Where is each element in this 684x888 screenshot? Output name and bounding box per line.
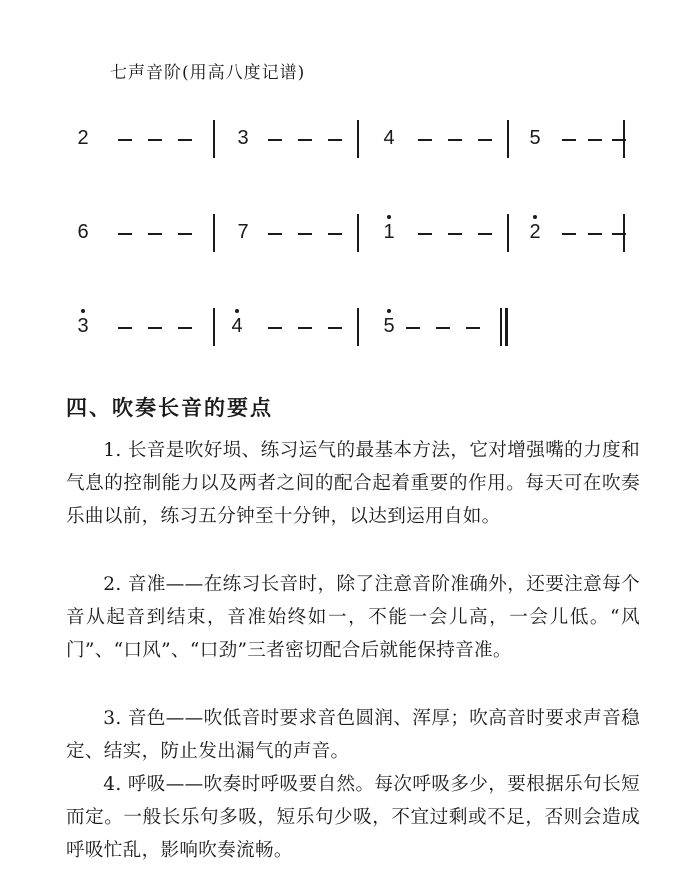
dash — [418, 139, 432, 141]
note: 7 — [237, 221, 249, 243]
dash — [328, 139, 342, 141]
octave-dot — [235, 309, 239, 313]
dash — [328, 327, 342, 329]
dash — [178, 139, 192, 141]
dash — [562, 139, 576, 141]
dash — [448, 139, 462, 141]
dash — [406, 327, 420, 329]
dash — [418, 233, 432, 235]
octave-dot — [387, 309, 391, 313]
dash — [562, 233, 576, 235]
note-high: 2 — [528, 220, 542, 244]
dash — [178, 233, 192, 235]
final-barline — [500, 308, 508, 346]
dash — [178, 327, 192, 329]
dash — [588, 139, 602, 141]
dash — [298, 139, 312, 141]
dash — [148, 327, 162, 329]
dash — [298, 233, 312, 235]
barline — [623, 214, 625, 252]
score-row-1 — [0, 126, 684, 186]
dash — [466, 327, 480, 329]
note-high: 5 — [382, 314, 396, 338]
dash — [118, 327, 132, 329]
dash — [478, 233, 492, 235]
barline — [357, 214, 359, 252]
note: 3 — [237, 127, 249, 149]
score-row-3 — [0, 314, 684, 374]
score-title: 七声音阶(用高八度记谱) — [110, 63, 306, 83]
octave-dot — [533, 215, 537, 219]
barline — [357, 308, 359, 346]
dash — [148, 139, 162, 141]
dash — [478, 139, 492, 141]
dash — [328, 233, 342, 235]
dash — [118, 233, 132, 235]
barline — [357, 120, 359, 158]
dash — [268, 327, 282, 329]
dash — [268, 139, 282, 141]
paragraph: 1. 长音是吹好埙、练习运气的最基本方法，它对增强嘴的力度和气息的控制能力以及两者之间的配合起着重要的作用。每天可在吹奏乐曲以前，练习五分钟至十分钟，以达到运用自如。 — [66, 440, 640, 527]
note: 2 — [77, 127, 89, 149]
barline — [623, 120, 625, 158]
section-heading: 四、吹奏长音的要点 — [66, 395, 273, 420]
note-high: 3 — [76, 314, 90, 338]
dash — [436, 327, 450, 329]
barline — [213, 120, 215, 158]
note: 5 — [529, 127, 541, 149]
score-row-2 — [0, 220, 684, 280]
dash — [118, 139, 132, 141]
paragraph: 2. 音准——在练习长音时，除了注意音阶准确外，还要注意每个音从起音到结束，音准始终如一，不能一会儿高，一会儿低。“风门”、“口风”、“口劲”三者密切配合后就能保持音准。 — [66, 574, 640, 661]
note-high: 4 — [230, 314, 244, 338]
dash — [448, 233, 462, 235]
paragraph: 4. 呼吸——吹奏时呼吸要自然。每次呼吸多少，要根据乐句长短而定。一般长乐句多吸，短乐句少吸，不宜过剩或不足，否则会造成呼吸忙乱，影响吹奏流畅。 — [66, 774, 640, 861]
octave-dot — [387, 215, 391, 219]
barline — [507, 214, 509, 252]
octave-dot — [81, 309, 85, 313]
barline — [213, 214, 215, 252]
barline — [507, 120, 509, 158]
paragraph: 3. 音色——吹低音时要求音色圆润、浑厚；吹高音时要求声音稳定、结实，防止发出漏气的声音。 — [66, 708, 640, 762]
dash — [588, 233, 602, 235]
note-high: 1 — [382, 220, 396, 244]
dash — [148, 233, 162, 235]
barline — [213, 308, 215, 346]
note: 6 — [77, 221, 89, 243]
dash — [298, 327, 312, 329]
dash — [268, 233, 282, 235]
note: 4 — [383, 127, 395, 149]
